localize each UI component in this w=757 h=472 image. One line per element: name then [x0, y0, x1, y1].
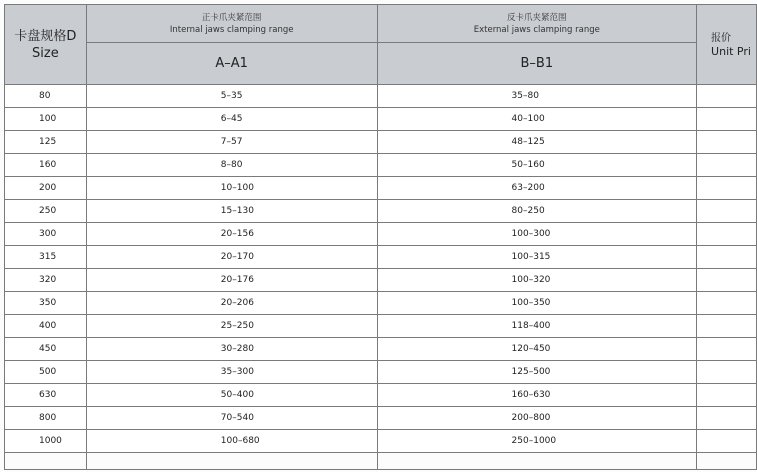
unit-price-cell: [697, 315, 757, 338]
external-range-cell: 250–1000: [377, 430, 697, 453]
unit-price-cell: [697, 430, 757, 453]
external-range-cell: 40–100: [377, 108, 697, 131]
size-cell: 800: [5, 407, 87, 430]
unit-price-cell: [697, 269, 757, 292]
blank-cell: [697, 453, 757, 470]
table-body: [5, 85, 757, 453]
table-row: [5, 108, 757, 131]
external-range-cell: 50–160: [377, 154, 697, 177]
unit-price-cell: [697, 131, 757, 154]
size-column-header: [5, 5, 87, 85]
unit-price-cell: [697, 338, 757, 361]
internal-range-cell: 100–680: [86, 430, 377, 453]
clamping-range-table: [4, 4, 757, 470]
unit-price-cell: [697, 154, 757, 177]
internal-header-cn: 正卡爪夹紧范围: [201, 12, 262, 23]
size-header-en: Size: [32, 45, 59, 61]
unit-price-cell: [697, 223, 757, 246]
external-range-cell: 48–125: [377, 131, 697, 154]
internal-range-cell: 7–57: [86, 131, 377, 154]
price-header-en: Unit Pri: [711, 44, 751, 58]
size-cell: 1000: [5, 430, 87, 453]
size-cell: 125: [5, 131, 87, 154]
internal-range-cell: 20–156: [86, 223, 377, 246]
table-row: [5, 269, 757, 292]
table-row: [5, 131, 757, 154]
size-cell: 300: [5, 223, 87, 246]
external-range-cell: 100–320: [377, 269, 697, 292]
size-cell: 500: [5, 361, 87, 384]
unit-price-cell: [697, 361, 757, 384]
external-sub-header: B–B1: [377, 43, 697, 85]
external-range-cell: 35–80: [377, 85, 697, 108]
blank-cell: [86, 453, 377, 470]
internal-range-cell: 10–100: [86, 177, 377, 200]
table-row: [5, 338, 757, 361]
table-row: [5, 246, 757, 269]
table-row: [5, 430, 757, 453]
price-header-cn: 报价: [711, 32, 732, 44]
size-cell: 350: [5, 292, 87, 315]
external-jaws-header: [377, 5, 697, 43]
size-cell: 450: [5, 338, 87, 361]
unit-price-cell: [697, 246, 757, 269]
size-cell: 200: [5, 177, 87, 200]
table-row: [5, 85, 757, 108]
external-range-cell: 100–315: [377, 246, 697, 269]
internal-sub-header: A–A1: [86, 43, 377, 85]
size-cell: 400: [5, 315, 87, 338]
size-header-cn: 卡盘规格D: [14, 28, 77, 44]
unit-price-cell: [697, 407, 757, 430]
external-range-cell: 100–350: [377, 292, 697, 315]
table-row: [5, 407, 757, 430]
internal-range-cell: 20–170: [86, 246, 377, 269]
size-cell: 160: [5, 154, 87, 177]
internal-range-cell: 15–130: [86, 200, 377, 223]
table-row: [5, 200, 757, 223]
table-row: [5, 154, 757, 177]
internal-range-cell: 50–400: [86, 384, 377, 407]
external-range-cell: 200–800: [377, 407, 697, 430]
internal-range-cell: 70–540: [86, 407, 377, 430]
unit-price-cell: [697, 200, 757, 223]
table-row: [5, 223, 757, 246]
table-row: [5, 384, 757, 407]
external-header-cn: 反卡爪夹紧范围: [507, 12, 567, 23]
unit-price-cell: [697, 384, 757, 407]
unit-price-cell: [697, 108, 757, 131]
internal-range-cell: 35–300: [86, 361, 377, 384]
unit-price-cell: [697, 85, 757, 108]
blank-cell: [5, 453, 87, 470]
external-range-cell: 63–200: [377, 177, 697, 200]
size-cell: 80: [5, 85, 87, 108]
unit-price-header: [697, 5, 757, 85]
table-row: [5, 315, 757, 338]
size-cell: 320: [5, 269, 87, 292]
size-cell: 315: [5, 246, 87, 269]
size-cell: 250: [5, 200, 87, 223]
internal-range-cell: 20–206: [86, 292, 377, 315]
internal-range-cell: 6–45: [86, 108, 377, 131]
internal-range-cell: 30–280: [86, 338, 377, 361]
internal-range-cell: 5–35: [86, 85, 377, 108]
external-range-cell: 125–500: [377, 361, 697, 384]
unit-price-cell: [697, 177, 757, 200]
size-cell: 630: [5, 384, 87, 407]
external-range-cell: 120–450: [377, 338, 697, 361]
table-row: [5, 177, 757, 200]
table-row: [5, 292, 757, 315]
external-range-cell: 118–400: [377, 315, 697, 338]
unit-price-cell: [697, 292, 757, 315]
size-cell: 100: [5, 108, 87, 131]
internal-header-en: Internal jaws clamping range: [169, 24, 294, 35]
internal-range-cell: 8–80: [86, 154, 377, 177]
external-range-cell: 100–300: [377, 223, 697, 246]
internal-range-cell: 20–176: [86, 269, 377, 292]
blank-cell: [377, 453, 697, 470]
table-row: [5, 361, 757, 384]
external-range-cell: 80–250: [377, 200, 697, 223]
internal-range-cell: 25–250: [86, 315, 377, 338]
external-header-en: External jaws clamping range: [473, 24, 600, 35]
external-range-cell: 160–630: [377, 384, 697, 407]
internal-jaws-header: [86, 5, 377, 43]
